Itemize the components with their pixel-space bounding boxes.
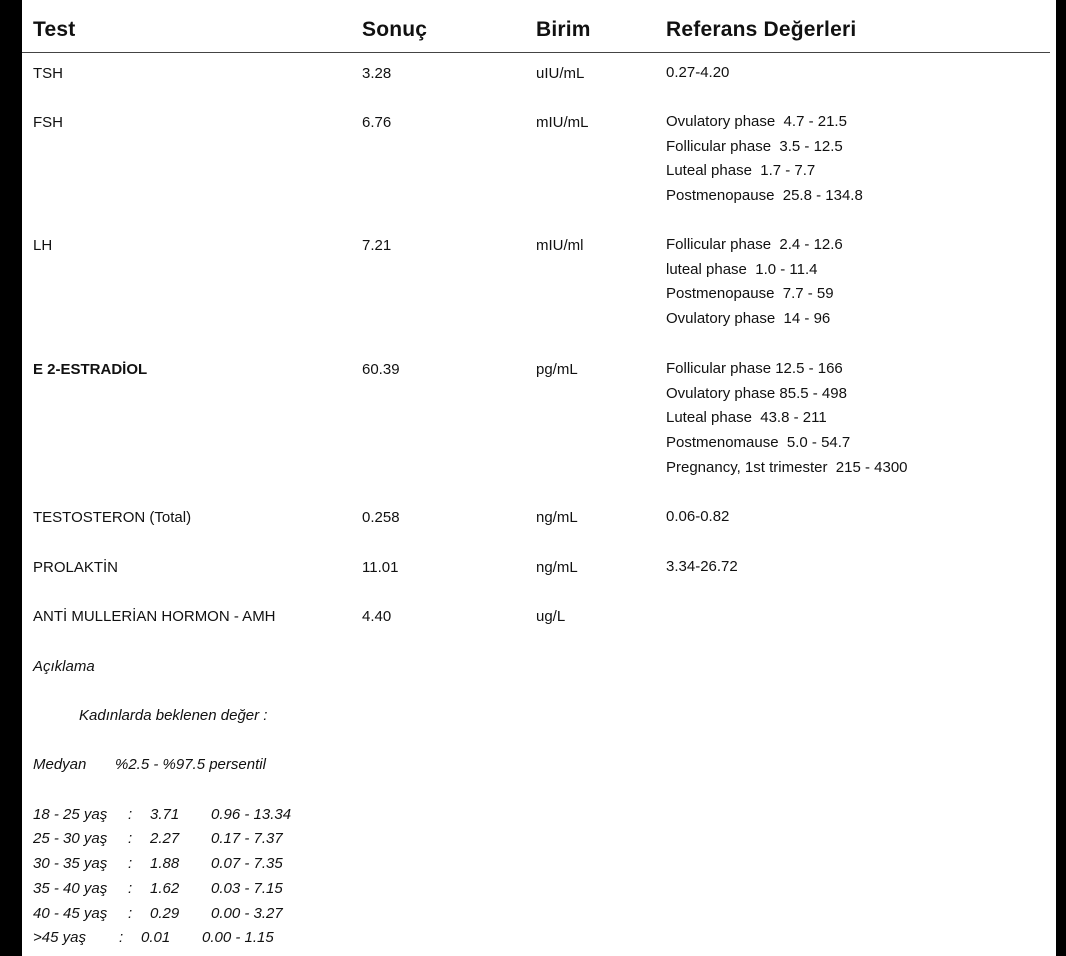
separator: : xyxy=(128,830,133,847)
reference-line: Postmenopause 7.7 - 59 xyxy=(666,285,834,303)
age-range: 35 - 40 yaş xyxy=(33,880,108,897)
separator: : xyxy=(128,806,133,823)
test-name: PROLAKTİN xyxy=(33,559,119,576)
unit: uIU/mL xyxy=(536,65,585,82)
age-percentile-range: 0.00 - 1.15 xyxy=(202,929,274,946)
unit: ug/L xyxy=(536,608,566,625)
table-header xyxy=(22,14,1050,53)
report-page xyxy=(22,0,1056,956)
test-name: TSH xyxy=(33,65,63,82)
test-name: ANTİ MULLERİAN HORMON - AMH xyxy=(33,608,276,625)
separator: : xyxy=(128,855,133,872)
unit: mIU/mL xyxy=(536,114,589,131)
test-name: LH xyxy=(33,237,53,254)
notes-subtitle: Kadınlarda beklenen değer : xyxy=(79,707,268,724)
separator: : xyxy=(128,880,133,897)
age-range: 18 - 25 yaş xyxy=(33,806,108,823)
reference-range xyxy=(666,559,738,584)
age-range: 40 - 45 yaş xyxy=(33,905,108,922)
age-median: 3.71 xyxy=(150,806,180,823)
header-test: Test xyxy=(33,18,76,41)
reference-line: Follicular phase 12.5 - 166 xyxy=(666,360,843,377)
result-value: 60.39 xyxy=(362,361,400,378)
age-range: 30 - 35 yaş xyxy=(33,855,108,872)
result-value: 7.21 xyxy=(362,237,392,254)
age-percentile-range: 0.00 - 3.27 xyxy=(211,905,283,922)
percentile-label: %2.5 - %97.5 persentil xyxy=(115,756,266,773)
reference-line: Pregnancy, 1st trimester 215 - 4300 xyxy=(666,458,908,476)
result-value: 11.01 xyxy=(362,559,399,576)
test-name: TESTOSTERON (Total) xyxy=(33,509,192,526)
reference-range xyxy=(666,509,729,534)
notes-title: Açıklama xyxy=(33,658,95,675)
unit: ng/mL xyxy=(536,559,578,576)
reference-line: 3.34-26.72 xyxy=(666,558,738,575)
reference-line: 0.06-0.82 xyxy=(666,508,730,525)
age-median: 0.01 xyxy=(141,929,171,946)
reference-line: Postmenopause 25.8 - 134.8 xyxy=(666,187,863,205)
reference-line: Ovulatory phase 85.5 - 498 xyxy=(666,384,847,402)
reference-line: Follicular phase 3.5 - 12.5 xyxy=(666,137,843,155)
result-value: 3.28 xyxy=(362,65,392,82)
age-median: 2.27 xyxy=(150,830,180,847)
age-percentile-range: 0.96 - 13.34 xyxy=(211,806,292,823)
unit: pg/mL xyxy=(536,361,578,378)
unit: mIU/ml xyxy=(536,237,584,254)
age-percentile-range: 0.17 - 7.37 xyxy=(211,830,283,847)
reference-line: Ovulatory phase 4.7 - 21.5 xyxy=(666,113,847,130)
age-median: 0.29 xyxy=(150,905,180,922)
header-unit: Birim xyxy=(536,18,591,41)
result-value: 4.40 xyxy=(362,608,392,625)
header-reference: Referans Değerleri xyxy=(666,18,857,41)
reference-line: Luteal phase 43.8 - 211 xyxy=(666,409,827,427)
unit: ng/mL xyxy=(536,509,578,526)
test-name: FSH xyxy=(33,114,63,131)
test-name: E 2-ESTRADİOL xyxy=(33,361,148,378)
reference-line: Follicular phase 2.4 - 12.6 xyxy=(666,236,843,253)
reference-line: Ovulatory phase 14 - 96 xyxy=(666,310,831,328)
separator: : xyxy=(119,929,124,946)
age-percentile-range: 0.03 - 7.15 xyxy=(211,880,283,897)
result-value: 0.258 xyxy=(362,509,400,526)
separator: : xyxy=(128,905,133,922)
reference-range xyxy=(666,114,863,213)
age-median: 1.62 xyxy=(150,880,180,897)
header-result: Sonuç xyxy=(362,18,428,41)
reference-line: Postmenomause 5.0 - 54.7 xyxy=(666,434,851,452)
reference-line: Luteal phase 1.7 - 7.7 xyxy=(666,162,816,180)
age-percentile-range: 0.07 - 7.35 xyxy=(211,855,283,872)
reference-line: luteal phase 1.0 - 11.4 xyxy=(666,260,818,278)
reference-range xyxy=(666,361,908,484)
reference-line: 0.27-4.20 xyxy=(666,64,730,81)
median-label: Medyan xyxy=(33,756,87,773)
result-value: 6.76 xyxy=(362,114,392,131)
reference-range xyxy=(666,237,843,336)
age-range: >45 yaş xyxy=(33,929,86,946)
age-range: 25 - 30 yaş xyxy=(33,830,108,847)
reference-range xyxy=(666,65,729,90)
age-median: 1.88 xyxy=(150,855,180,872)
